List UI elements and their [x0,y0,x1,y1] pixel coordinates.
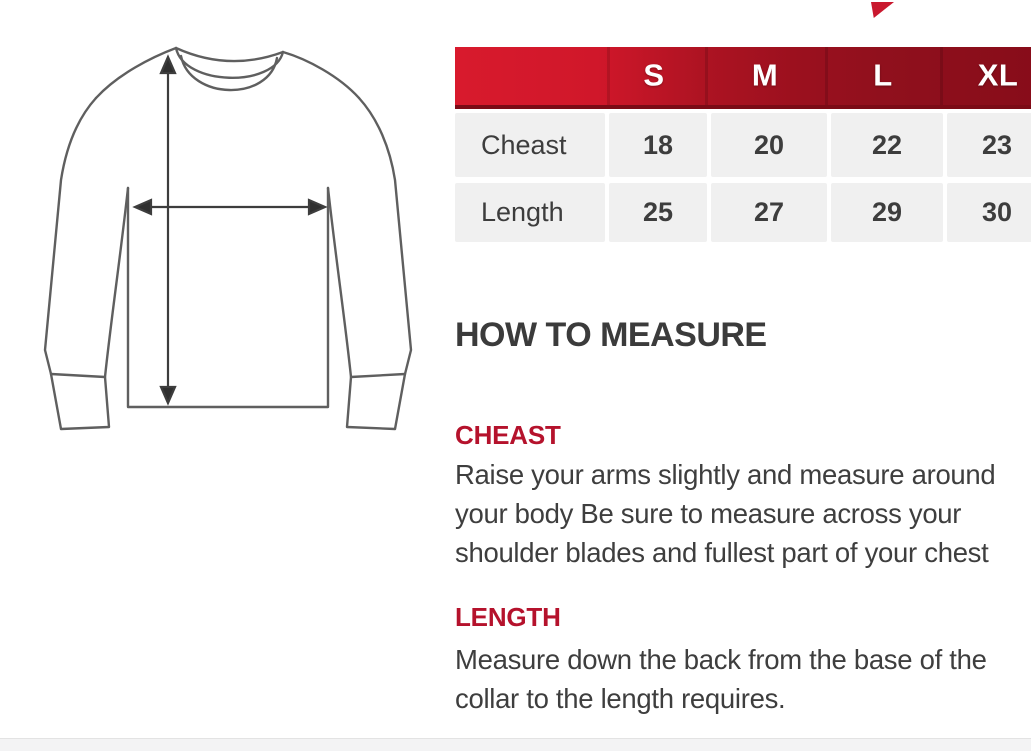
bottom-bar [0,738,1031,751]
cheast-text-line: your body Be sure to measure across your [455,498,962,529]
right-sleeve-outer [359,98,411,374]
length-section-heading: LENGTH [455,602,561,632]
length-section-text [455,640,987,718]
collar-outer-line [176,48,283,78]
row-label-cheast: Cheast [455,113,605,177]
cheast-m-value: 20 [711,113,827,177]
column-header-m: M [751,57,779,93]
length-text-line: collar to the length requires. [455,683,786,714]
row-label-length: Length [455,183,605,242]
length-l-value: 29 [831,183,943,242]
column-header-xl: XL [977,57,1019,93]
cheast-section-text [455,455,995,572]
column-header-s: S [643,57,665,93]
corner-triangle-decoration [871,2,894,18]
header-divider [940,47,943,105]
shirt-measurement-diagram [0,0,450,460]
how-to-measure-title: HOW TO MEASURE [455,316,767,354]
cheast-text-line: shoulder blades and fullest part of your chest [455,537,989,568]
header-divider [607,47,610,105]
column-header-l: L [873,57,893,93]
right-shoulder-line [283,52,359,98]
table-row-length [455,183,1031,242]
cheast-xl-value: 23 [947,113,1031,177]
cheast-s-value: 18 [609,113,707,177]
right-cuff [347,374,405,429]
length-s-value: 25 [609,183,707,242]
left-sleeve-inner [105,188,128,377]
collar-back-line [176,48,283,61]
length-arrow [161,57,175,403]
right-sleeve-inner [328,188,351,377]
left-cuff [51,374,109,429]
size-chart-table [455,47,1031,248]
header-divider [825,47,828,105]
shirt-outline [45,48,411,429]
header-divider [705,47,708,105]
length-m-value: 27 [711,183,827,242]
cheast-section-heading: CHEAST [455,420,561,450]
length-xl-value: 30 [947,183,1031,242]
cheast-text-line: Raise your arms slightly and measure around [455,459,996,490]
body-outline [128,188,328,407]
chest-arrow [135,200,325,214]
size-table-header-row [455,47,1031,109]
table-row-cheast [455,113,1031,177]
left-sleeve-outer [45,98,96,374]
size-table-body [455,113,1031,242]
cheast-l-value: 22 [831,113,943,177]
length-text-line: Measure down the back from the base of the [455,644,987,675]
